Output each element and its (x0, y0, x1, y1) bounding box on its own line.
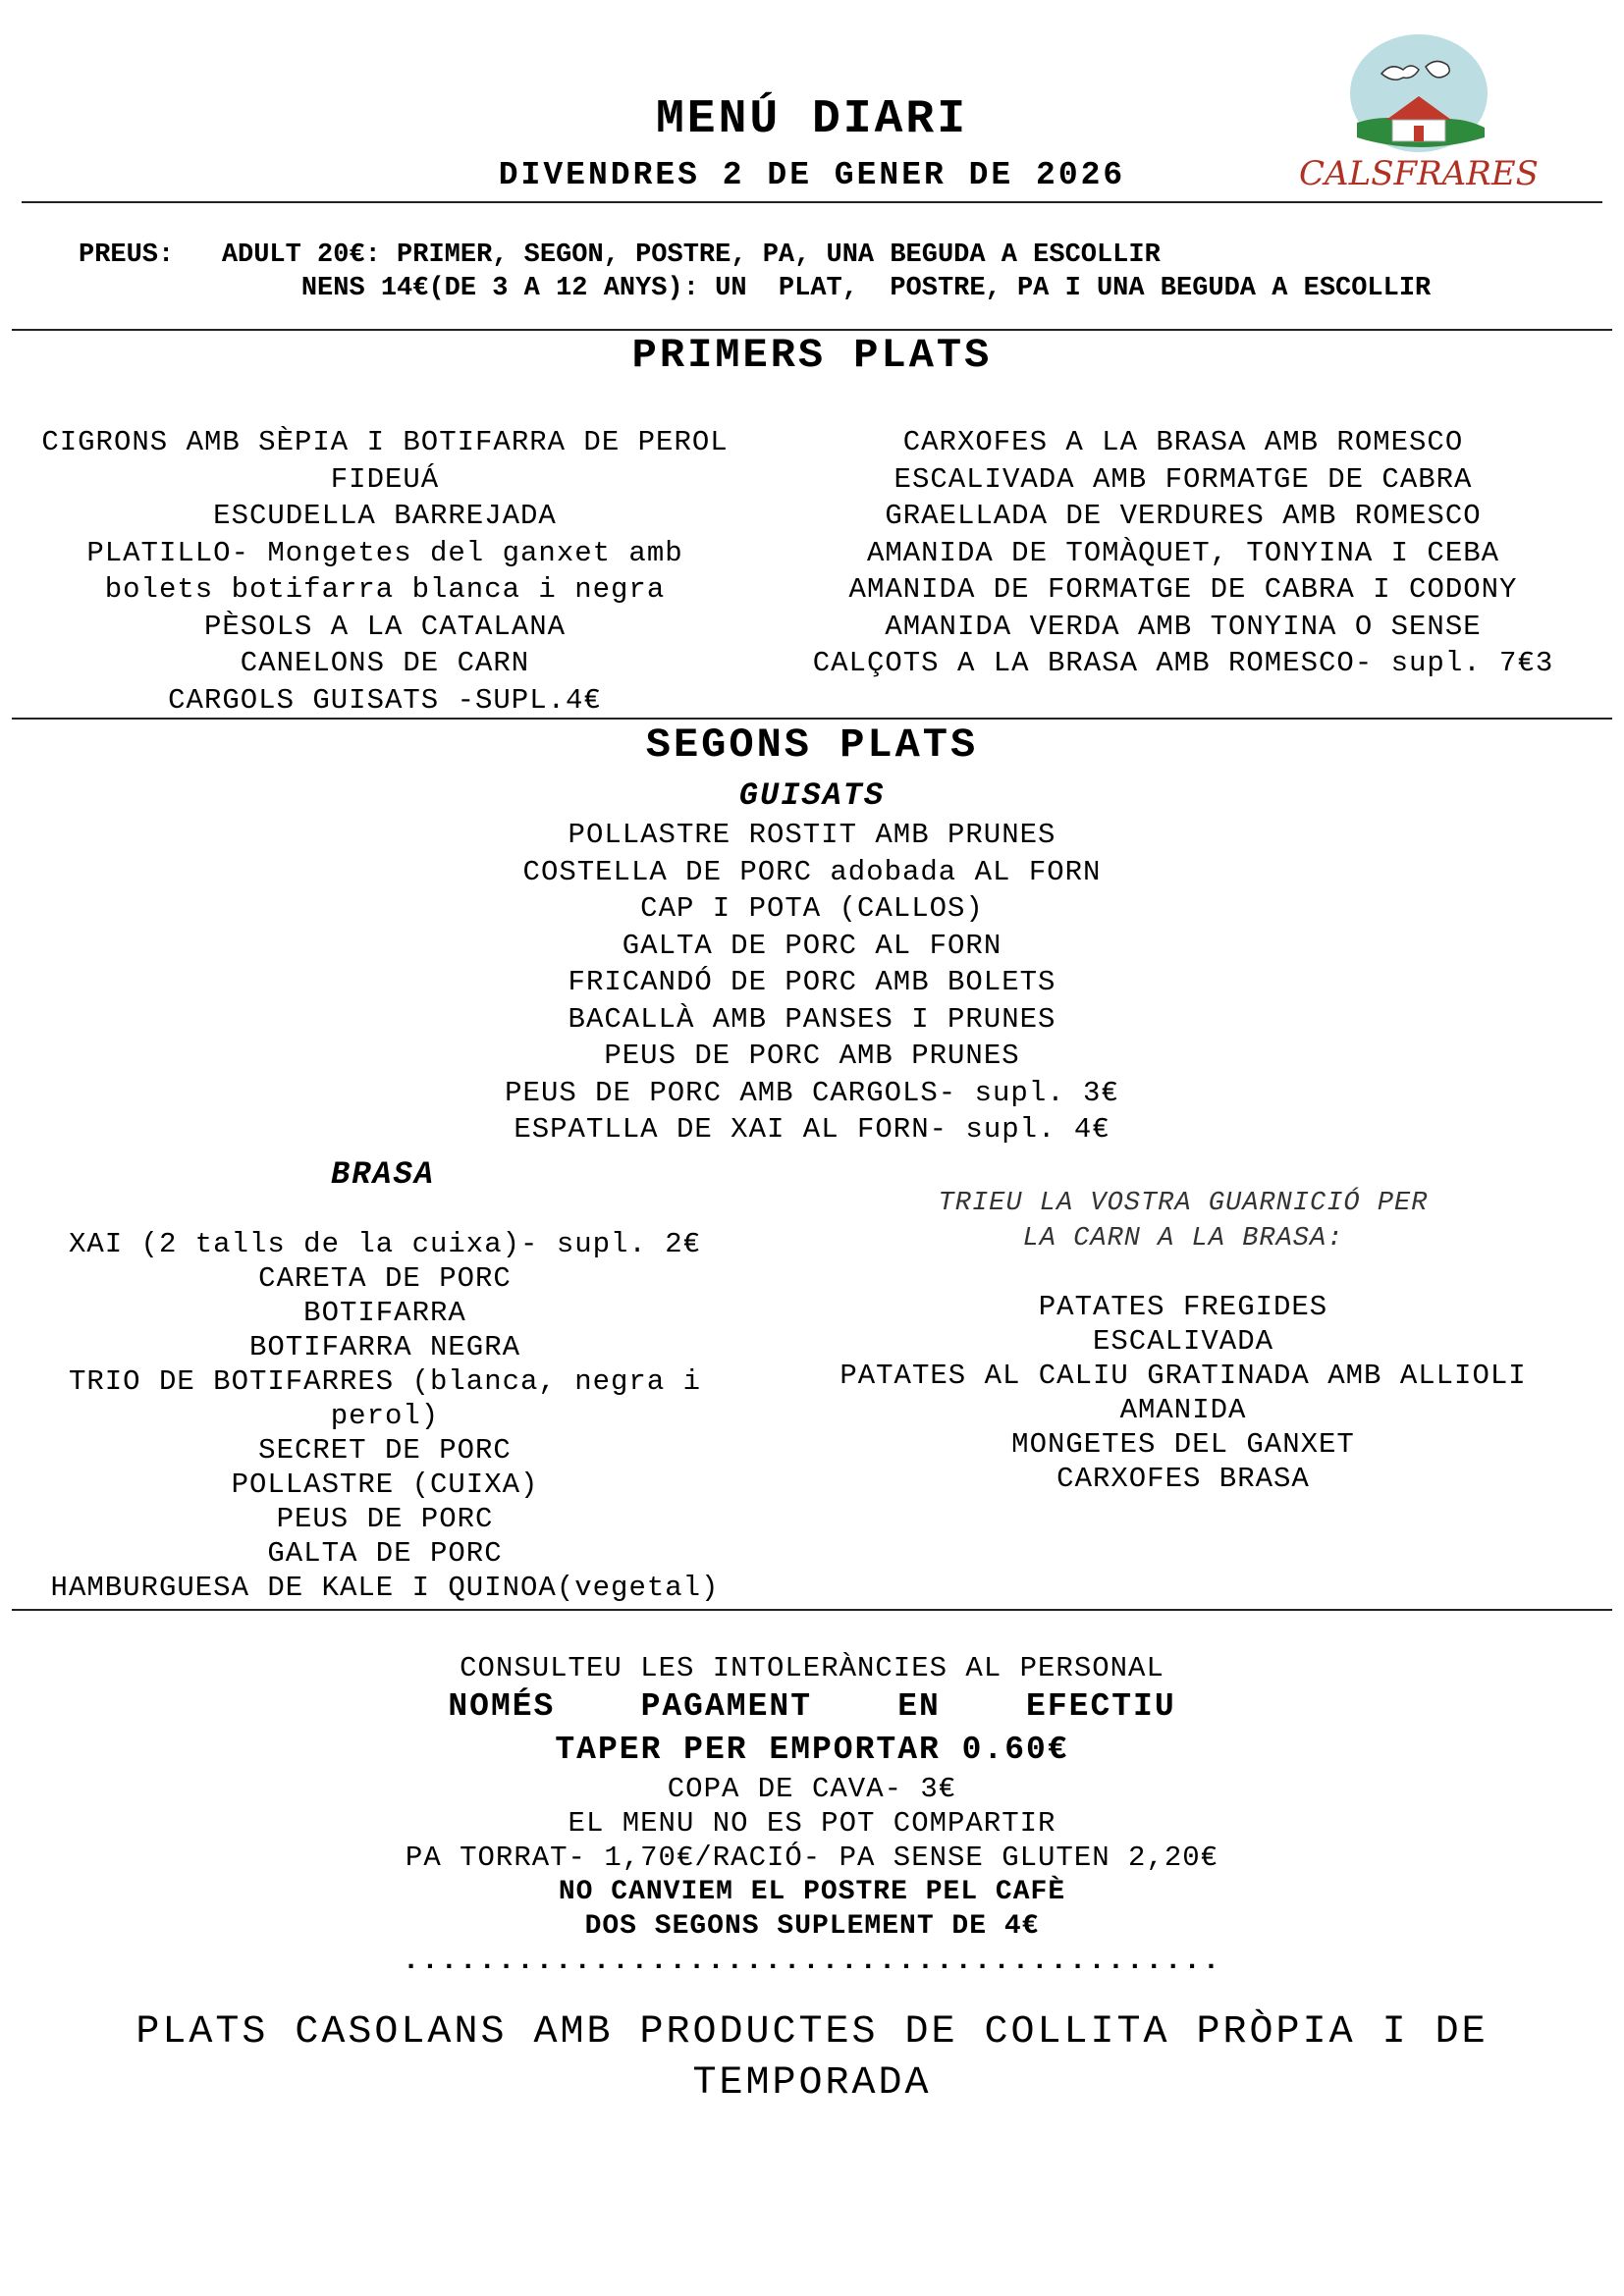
prices-kids: NENS 14€(DE 3 A 12 ANYS): UN PLAT, POSTRE, PA I UNA BEGUDA A ESCOLLIR (300, 274, 1432, 303)
list-item: PEUS DE PORC (276, 1503, 494, 1535)
guisats-title: GUISATS (738, 777, 886, 814)
list-item: AMANIDA VERDA AMB TONYINA O SENSE (885, 610, 1482, 643)
prices-divider (12, 329, 1612, 331)
tagline-line: PLATS CASOLANS AMB PRODUCTES DE COLLITA PRÒPIA I DE (135, 2010, 1489, 2055)
payment-note: NOMÉS PAGAMENT EN EFECTIU (448, 1688, 1176, 1725)
list-item: PATATES AL CALIU GRATINADA AMB ALLIOLI (839, 1360, 1527, 1392)
list-item: CIGRONS AMB SÈPIA I BOTIFARRA DE PEROL (41, 426, 729, 458)
list-item: COSTELLA DE PORC adobada AL FORN (522, 855, 1102, 888)
tagline-line: TEMPORADA (692, 2061, 932, 2106)
restaurant-logo (1299, 29, 1539, 196)
list-item: CANELONS DE CARN (240, 647, 530, 679)
tagline (0, 2007, 1624, 2109)
primers-right-list (785, 424, 1581, 682)
list-item: BACALLÀ AMB PANSES I PRUNES (568, 1002, 1056, 1036)
list-item: PÈSOLS A LA CATALANA (203, 610, 567, 643)
menu-date: DIVENDRES 2 DE GENER DE 2026 (498, 157, 1126, 193)
list-item: BOTIFARRA (303, 1297, 466, 1329)
list-item: PEUS DE PORC AMB PRUNES (604, 1040, 1020, 1072)
list-item: CALÇOTS A LA BRASA AMB ROMESCO- supl. 7€3 (812, 647, 1554, 679)
primers-divider (12, 718, 1612, 720)
list-item: FIDEUÁ (330, 462, 440, 496)
list-item: BOTIFARRA NEGRA (248, 1331, 521, 1363)
list-item: GALTA DE PORC AL FORN (622, 929, 1002, 962)
list-item: POLLASTRE ROSTIT AMB PRUNES (568, 819, 1056, 851)
supplement-note: DOS SEGONS SUPLEMENT DE 4€ (584, 1911, 1040, 1942)
segons-title: SEGONS PLATS (645, 721, 979, 769)
intolerancies-note: CONSULTEU LES INTOLERÀNCIES AL PERSONAL (460, 1652, 1164, 1684)
guisats-list (321, 817, 1303, 1148)
primers-title: PRIMERS PLATS (631, 332, 993, 379)
list-item: ESCUDELLA BARREJADA (213, 500, 557, 532)
list-item: CARGOLS GUISATS -SUPL.4€ (168, 683, 602, 717)
primers-left-list (22, 424, 748, 719)
cava-note: COPA DE CAVA- 3€ (667, 1773, 957, 1805)
list-item: TRIO DE BOTIFARRES (blanca, negra i (68, 1365, 702, 1398)
list-item: GALTA DE PORC (267, 1537, 503, 1570)
list-item: SECRET DE PORC (258, 1434, 512, 1467)
list-item: GRAELLADA DE VERDURES AMB ROMESCO (885, 500, 1482, 532)
list-item: PATATES FREGIDES (1038, 1291, 1328, 1323)
list-item: ESCALIVADA AMB FORMATGE DE CABRA (893, 462, 1473, 496)
list-item: PEUS DE PORC AMB CARGOLS- supl. 3€ (505, 1076, 1119, 1109)
list-item: AMANIDA (1119, 1394, 1247, 1426)
list-item: PLATILLO- Mongetes del ganxet amb (86, 536, 683, 569)
dotted-separator: ........................................... (402, 1945, 1222, 1977)
prices-adult: ADULT 20€: PRIMER, SEGON, POSTRE, PA, UNA BEGUDA A ESCOLLIR (221, 240, 1161, 270)
prices-block (79, 239, 1431, 305)
segons-divider (12, 1609, 1612, 1611)
guarnicio-heading-line: TRIEU LA VOSTRA GUARNICIÓ PER (938, 1189, 1429, 1218)
list-item: MONGETES DEL GANXET (1011, 1428, 1355, 1461)
list-item: AMANIDA DE TOMÀQUET, TONYINA I CEBA (866, 536, 1500, 569)
guarnicio-heading-line: LA CARN A LA BRASA: (1022, 1224, 1344, 1254)
list-item: AMANIDA DE FORMATGE DE CABRA I CODONY (848, 573, 1518, 606)
list-item: bolets botifarra blanca i negra (104, 573, 666, 606)
menu-title: MENÚ DIARI (655, 93, 969, 146)
list-item: CARETA DE PORC (258, 1262, 512, 1295)
list-item: POLLASTRE (CUIXA) (231, 1468, 539, 1501)
list-item: CARXOFES A LA BRASA AMB ROMESCO (902, 426, 1464, 458)
list-item: HAMBURGUESA DE KALE I QUINOA(vegetal) (50, 1572, 720, 1604)
guarnicio-heading (785, 1186, 1581, 1256)
brasa-list (22, 1227, 748, 1605)
list-item: CARXOFES BRASA (1056, 1463, 1310, 1495)
list-item: XAI (2 talls de la cuixa)- supl. 2€ (68, 1228, 702, 1260)
list-item: ESPATLLA DE XAI AL FORN- supl. 4€ (514, 1113, 1110, 1146)
logo-text: CALSFRARES (1299, 154, 1539, 193)
list-item: CAP I POTA (CALLOS) (640, 892, 984, 925)
list-item: FRICANDÓ DE PORC AMB BOLETS (568, 966, 1056, 998)
list-item: perol) (330, 1400, 440, 1432)
bread-note: PA TORRAT- 1,70€/RACIÓ- PA SENSE GLUTEN 2,20€ (405, 1842, 1219, 1874)
list-item: ESCALIVADA (1092, 1325, 1274, 1358)
dessert-note: NO CANVIEM EL POSTRE PEL CAFÈ (558, 1877, 1066, 1907)
taper-note: TAPER PER EMPORTAR 0.60€ (555, 1732, 1069, 1768)
brasa-title: BRASA (330, 1156, 435, 1193)
footer-block (0, 1651, 1624, 1978)
share-note: EL MENU NO ES POT COMPARTIR (568, 1807, 1056, 1840)
guarnicio-list (785, 1290, 1581, 1496)
prices-label: PREUS: (79, 240, 175, 270)
header-divider (22, 201, 1602, 203)
